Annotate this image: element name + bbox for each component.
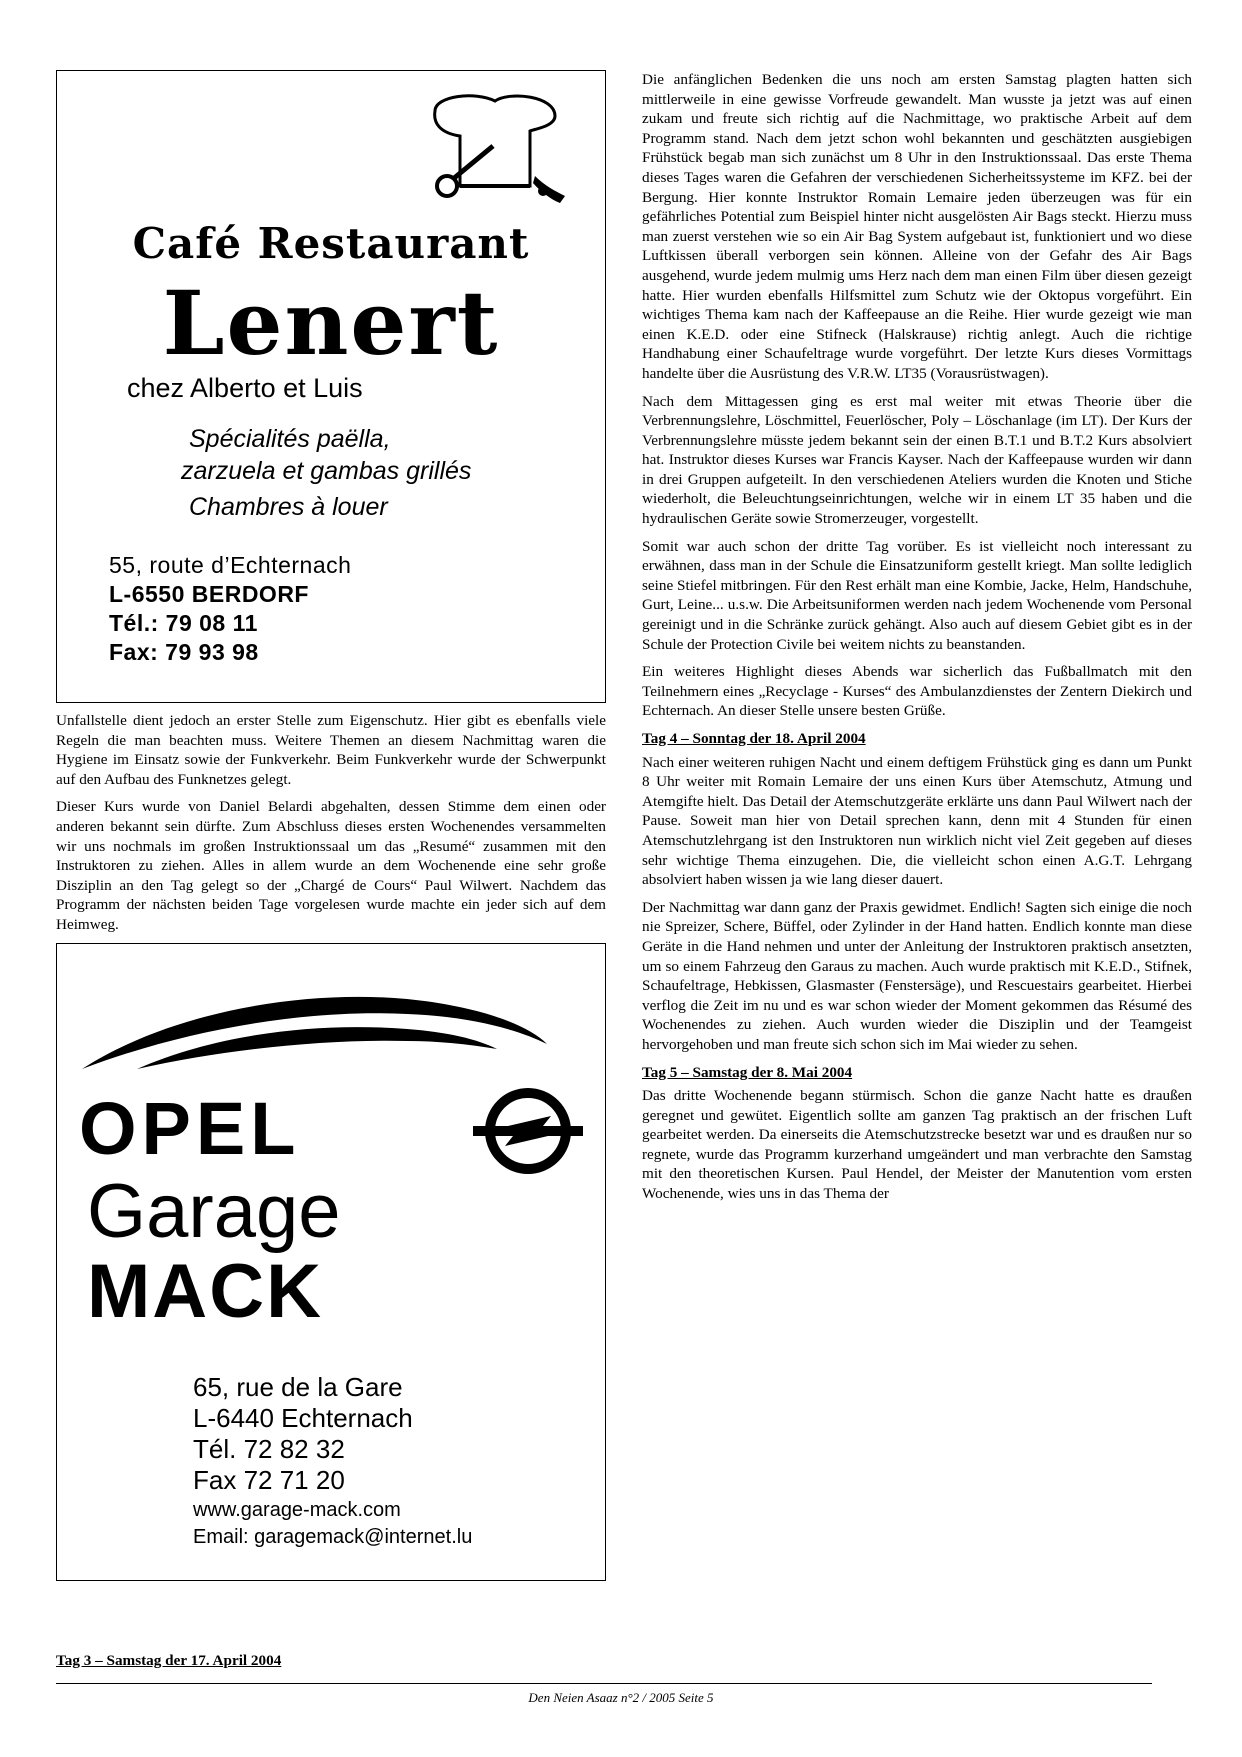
garage-email[interactable]: Email: garagemack@internet.lu [193, 1525, 473, 1548]
restaurant-specialities [181, 423, 472, 523]
tag4-heading: Tag 4 – Sonntag der 18. April 2004 [642, 730, 866, 747]
address-line: 65, rue de la Gare [193, 1371, 403, 1402]
paragraph: Die anfänglichen Bedenken die uns noch am ersten Samstag plagten hatten sich mittlerweile in eine gewisse Vorfreude gewandelt. Man wusste ja jetzt was auf einen zukam und freute sich richtig auf die Nachmittage, wo praktische Arbeit auf dem Programm stand. Nach dem jetzt schon wohl bekannten und geschätzten ausgiebigen Frühstück begab man sich zunächst um 8 Uhr in den Instruktionssaal. Das erste Thema dieses Tages waren die Gefahren der verschiedenen Sicherheitssysteme im KFZ. bei der Bergung. Hier konnte Instruktor Romain Lemaire jeden überzeugen was für ein gefährliches Potential zum Beispiel hinter nicht ausgelösten Air Bags steckt. Hierzu muss man zuerst verstehen wie so ein Air Bag System aufgebaut ist, funktioniert und wo diese Luftkissen überall verborgen sein können. Alleine von der Gefahr des Air Bags ausgehend, wurde jedem mulmig ums Herz nach dem man einen Film über diesen gezeigt hatte. Hier wurden ebenfalls Hilfsmittel zum Schutz wie der Oktopus vorgeführt. Ein wichtiges Thema kam nach der Kaffeepause an die Reihe. Hier wurde gezeigt wie man einen K.E.D. oder eine Stifneck (Halskrause) richtig anlegt. Auch die richtige Handhabung einer Schaufeltrage wurde vorgeführt. Der letzte Kurs dieses Vormittags handelte über die Ausrüstung des V.R.W. LT35 (Vorausrüstwagen). [642, 71, 1192, 382]
opel-swoosh-icon [77, 984, 557, 1074]
garage-name: MACK [87, 1248, 323, 1334]
garage-ad [56, 943, 606, 1581]
paragraph: Unfallstelle dient jedoch an erster Stelle zum Eigenschutz. Hier gibt es ebenfalls viele Regeln die man beachten muss. Weitere Themen an diesem Nachmittag waren die Hygiene im Einsatz sowie der Funkverkehr. Beim Funkverkehr wurde der Schwerpunkt auf den Aufbau des Funknetzes gelegt. [56, 712, 606, 788]
right-column [642, 70, 1192, 1212]
fax-line: Fax: 79 93 98 [109, 639, 259, 665]
restaurant-owners: chez Alberto et Luis [127, 373, 363, 403]
paragraph: Nach einer weiteren ruhigen Nacht und einem deftigem Frühstück ging es dann um Punkt 8 Uhr weiter mit Romain Lemaire der uns einen Kurs über Atemschutz, Atmung und Atemgifte hielt. Das Detail der Atemschutzgeräte erklärte uns dann Paul Wilwert nach der Pause. Soweit man hier von Detail sprechen kann, denn mit 4 Stunden für einen Atemschutzlehrgang ist den Instruktoren nun wirklich nicht viel Zeit gegeben auf dieses sehr wichtige Thema einzugehen. Die, die vielleicht schon einen A.G.T. Lehrgang absolviert haben wissen ja wie lang dieser dauert. [642, 753, 1192, 889]
paragraph: Ein weiteres Highlight dieses Abends war sicherlich das Fußballmatch mit den Teilnehmern eines „Recyclage - Kurses“ des Ambulanzdienstes der Zentern Diekirch und Echternach. An dieser Stelle unsere besten Grüße. [642, 663, 1192, 720]
paragraph: Somit war auch schon der dritte Tag vorüber. Es ist vielleicht noch interessant zu erwähnen, dass man in der Schule die Einsatzuniform gestellt kriegt. Man sollte lediglich seine Stiefel mitbringen. Für den Rest erhält man eine Kombie, Jacke, Helm, Handschuhe, Gurt, Leine... u.s.w. Die Arbeitsuniformen werden nach jedem Wochenende vom Personal gereinigt und in die Schränke zurück gehängt. Also auch auf diesem Gebiet gibt es in der Schule der Protection Civile bei weitem nichts zu beanstanden. [642, 537, 1192, 653]
tag3-heading: Tag 3 – Samstag der 17. April 2004 [56, 1652, 282, 1669]
opel-lightning-logo-icon [473, 1076, 583, 1186]
chef-hat-pan-icon [415, 91, 575, 211]
paragraph: Nach dem Mittagessen ging es erst mal weiter mit etwas Theorie über die Verbrennungslehre, Löschmittel, Feuerlöscher, Poly – Löschanlage (im LT). Der Kurs der Verbrennungslehre müsste jedem bekannt sein der einen B.T.1 und B.T.2 Kurs absolviert hat. Instruktor dieses Kurses war Francis Kayser. Nach der Kaffeepause wurden wir dann in drei Gruppen aufgeteilt. In den verschiedenen Ateliers wurden die Knoten und Stiche wiederholt, die Beleuchtungseinrichtungen, welche wir in einem LT 35 haben und die hydraulischen Geräte sowie Stromerzeuger, vorgestellt. [642, 392, 1192, 528]
phone-line: Tél. 72 82 32 [193, 1433, 345, 1464]
tag5-heading: Tag 5 – Samstag der 8. Mai 2004 [642, 1063, 853, 1081]
left-text [56, 711, 606, 935]
address-line: L-6550 BERDORF [109, 581, 309, 607]
phone-line: Tél.: 79 08 11 [109, 610, 258, 636]
address-line: L-6440 Echternach [193, 1402, 413, 1433]
restaurant-address [109, 551, 351, 667]
restaurant-name: Lenert [162, 271, 500, 375]
footer-divider [56, 1683, 1152, 1684]
speciality-line: zarzuela et gambas grillés [181, 457, 472, 485]
restaurant-ad [56, 70, 606, 703]
speciality-line: Spécialités paëlla, [189, 425, 391, 453]
restaurant-type: Café Restaurant [132, 219, 530, 268]
left-column [56, 70, 606, 1581]
garage-website[interactable]: www.garage-mack.com [193, 1498, 401, 1521]
garage-address [193, 1372, 472, 1550]
paragraph: Das dritte Wochenende begann stürmisch. Schon die ganze Nacht hatte es draußen geregnet und gewütet. Eigentlich sollte am ganzen Tag praktisch an der frischen Luft gearbeitet werden. Da einerseits die Atemschutzstrecke besetzt war und es draußen nur so regnete, wurde das Programm kurzerhand umgeändert und man verbrachte den Samstag mit den theoretischen Kursen. Paul Hendel, der Meister der Manutention vom ersten Wochenende, wies uns in das Thema der [642, 1087, 1192, 1203]
garage-title: Garage [87, 1168, 341, 1254]
brand-name: OPEL [79, 1086, 301, 1170]
paragraph: Dieser Kurs wurde von Daniel Belardi abgehalten, dessen Stimme dem einen oder anderen bekannt sein dürfte. Zum Abschluss dieses ersten Wochenendes versammelten wir uns nochmals im großen Instruktionssaal um das „Resumé“ zusammen mit den Instruktoren zu ziehen. Alles in allem wurde an dem Wochenende eine sehr große Disziplin an den Tag gelegt so der „Chargé de Cours“ Paul Wilwert. Nachdem das Programm der nächsten beiden Tage vorgelesen wurde machte ein jeder sich auf dem Heimweg. [56, 798, 606, 933]
address-line: 55, route d’Echternach [109, 552, 352, 578]
paragraph: Der Nachmittag war dann ganz der Praxis gewidmet. Endlich! Sagten sich einige die noch nie Spreizer, Schere, Büffel, oder Zylinder in der Hand hatten. Endlich konnte man diese Geräte in die Hand nehmen und unter der Anleitung der Instruktoren praktisch ansetzten, um so einem Fahrzeug den Garaus zu machen. Auch wurde praktisch mit K.E.D., Stifnek, Schaufeltrage, Hebkissen, Glasmaster (Fenstersäge), und Rescuestairs gearbeitet. Hierbei verflog die Zeit im nu und es war schon wieder der Moment gekommen das Résumé des Wochenendes zu ziehen. Auch wurden wieder die Disziplin und der Teamgeist hervorgehoben und man freute sich schon sich im Mai wieder zu sehen. [642, 898, 1192, 1053]
fax-line: Fax 72 71 20 [193, 1464, 345, 1495]
speciality-line: Chambres à louer [189, 493, 388, 521]
page-footer: Den Neien Asaaz n°2 / 2005 Seite 5 [528, 1690, 714, 1705]
